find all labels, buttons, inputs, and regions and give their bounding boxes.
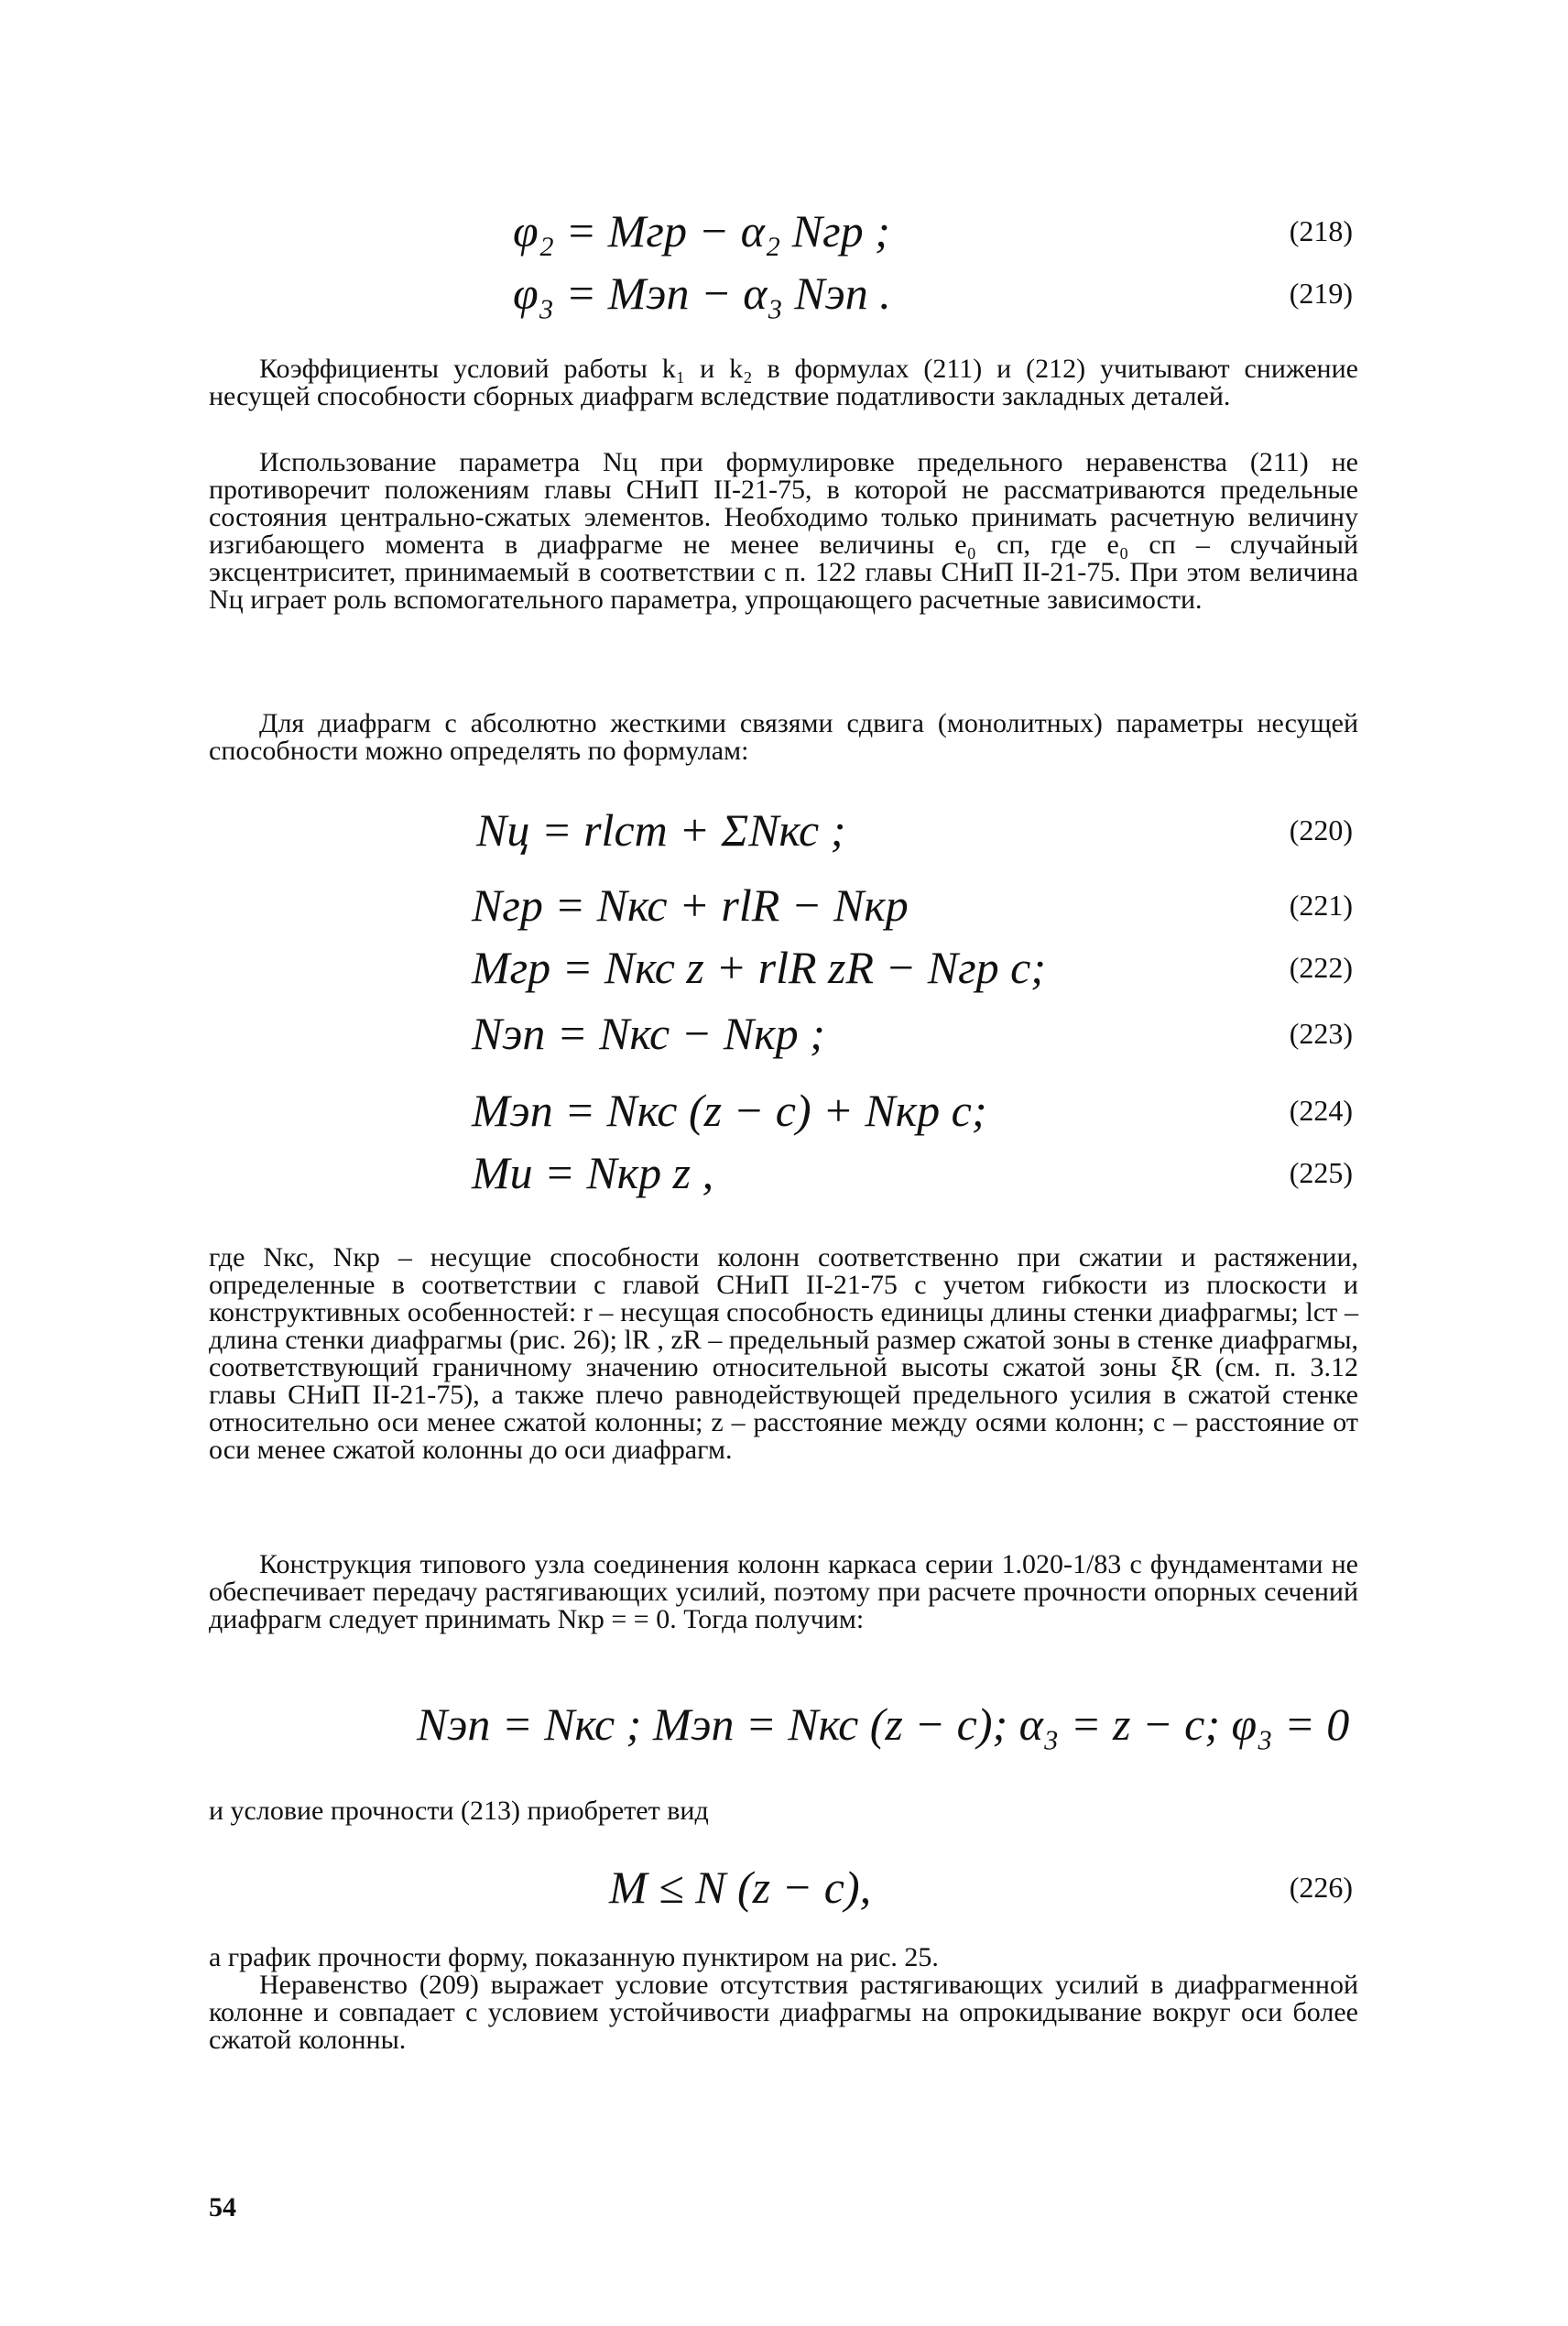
equation-225 (0, 1145, 1568, 1200)
paragraph-inequality: Неравенство (209) выражает условие отсутствия растягивающих усилий в диафрагменной колонне и совпадает с условием устойчивости диафрагмы на опрокидывание вокруг оси более сжатой колонны. (209, 1970, 1358, 2055)
equation-number: (218) (1289, 214, 1353, 247)
equation-218 (0, 203, 1568, 258)
page-number: 54 (209, 2192, 236, 2222)
equation-formula: Mгр = Nкс z + rlR zR − Nгр c; (472, 942, 1046, 993)
equation-219 (0, 266, 1568, 321)
equation-number: (225) (1289, 1156, 1353, 1189)
equation-224 (0, 1083, 1568, 1138)
equation-number: (222) (1289, 951, 1353, 984)
paragraph-strength-condition: и условие прочности (213) приобретет вид (209, 1796, 709, 1826)
equation-number: (224) (1289, 1094, 1353, 1127)
equation-formula: Nц = rlст + ΣNкс ; (476, 804, 846, 856)
equation-number: (226) (1289, 1871, 1353, 1904)
equation-226 (0, 1860, 1568, 1915)
equation-221 (0, 878, 1568, 933)
paragraph-parameter-usage: Использование параметра Nц при формулировке предельного неравенства (211) не противоречит положениям главы СНиП II-21-75, в которой не рассматриваются предельные состояния центрально-сжатых элементов. Необходимо только принимать расчетную величину изгибающего момента в диафрагме не менее величины e₀ сп, где e₀ сп – случайный эксцентриситет, принимаемый в соответствии с п. 122 главы СНиП II-21-75. При этом величина Nц играет роль вспомогательного параметра, упрощающего расчетные зависимости. (209, 447, 1358, 615)
equation-condition (0, 1697, 1568, 1752)
equation-formula: φ₃ = Mэп − α₃ Nэп . (513, 268, 891, 319)
equation-formula: Mэп = Nкс (z − c) + Nкр c; (472, 1085, 987, 1136)
paragraph-graph: а график прочности форму, показанную пунктиром на рис. 25. (209, 1942, 939, 1972)
equation-222 (0, 940, 1568, 995)
equation-formula: Nгр = Nкс + rlR − Nкр (472, 879, 909, 931)
equation-220 (0, 803, 1568, 857)
equation-number: (219) (1289, 277, 1353, 310)
equation-223 (0, 1006, 1568, 1061)
equation-formula: Mи = Nкр z , (472, 1147, 714, 1198)
equation-number: (221) (1289, 889, 1353, 922)
paragraph-rigid-diaphragms: Для диафрагм с абсолютно жесткими связями сдвига (монолитных) параметры несущей способности можно определять по формулам: (209, 708, 1358, 766)
equation-formula: Nэп = Nкс − Nкр ; (472, 1008, 825, 1059)
equation-formula: M ≤ N (z − c), (609, 1862, 872, 1913)
paragraph-coefficients: Коэффициенты условий работы k₁ и k₂ в формулах (211) и (212) учитывают снижение несущей способности сборных диафрагм вследствие податливости закладных деталей. (209, 354, 1358, 411)
equation-formula: φ₂ = Mгр − α₂ Nгр ; (513, 205, 890, 257)
equation-number: (223) (1289, 1017, 1353, 1050)
equation-formula: Nэп = Nкс ; Mэп = Nкс (z − c); α₃ = z − c; φ₃ = 0 (417, 1698, 1350, 1750)
equation-number: (220) (1289, 814, 1353, 846)
paragraph-foundation-node: Конструкция типового узла соединения колонн каркаса серии 1.020-1/83 с фундаментами не обеспечивает передачу растягивающих усилий, поэтому при расчете прочности опорных сечений диафрагм следует принимать Nкр = = 0. Тогда получим: (209, 1549, 1358, 1634)
paragraph-definitions: где Nкс, Nкр – несущие способности колонн соответственно при сжатии и растяжении, определенные в соответствии с главой СНиП II-21-75 с учетом гибкости из плоскости и конструктивных особенностей: r – несущая способность единицы длины стенки диафрагмы; lст – длина стенки диафрагмы (рис. 26); lR , zR – предельный размер сжатой зоны в стенке диафрагмы, соответствующий граничному значению относительной высоты сжатой зоны ξR (см. п. 3.12 главы СНиП II-21-75), а также плечо равнодействующей предельного усилия в сжатой стенке относительно оси менее сжатой колонны; z – расстояние между осями колонн; c – расстояние от оси менее сжатой колонны до оси диафрагм. (209, 1242, 1358, 1465)
